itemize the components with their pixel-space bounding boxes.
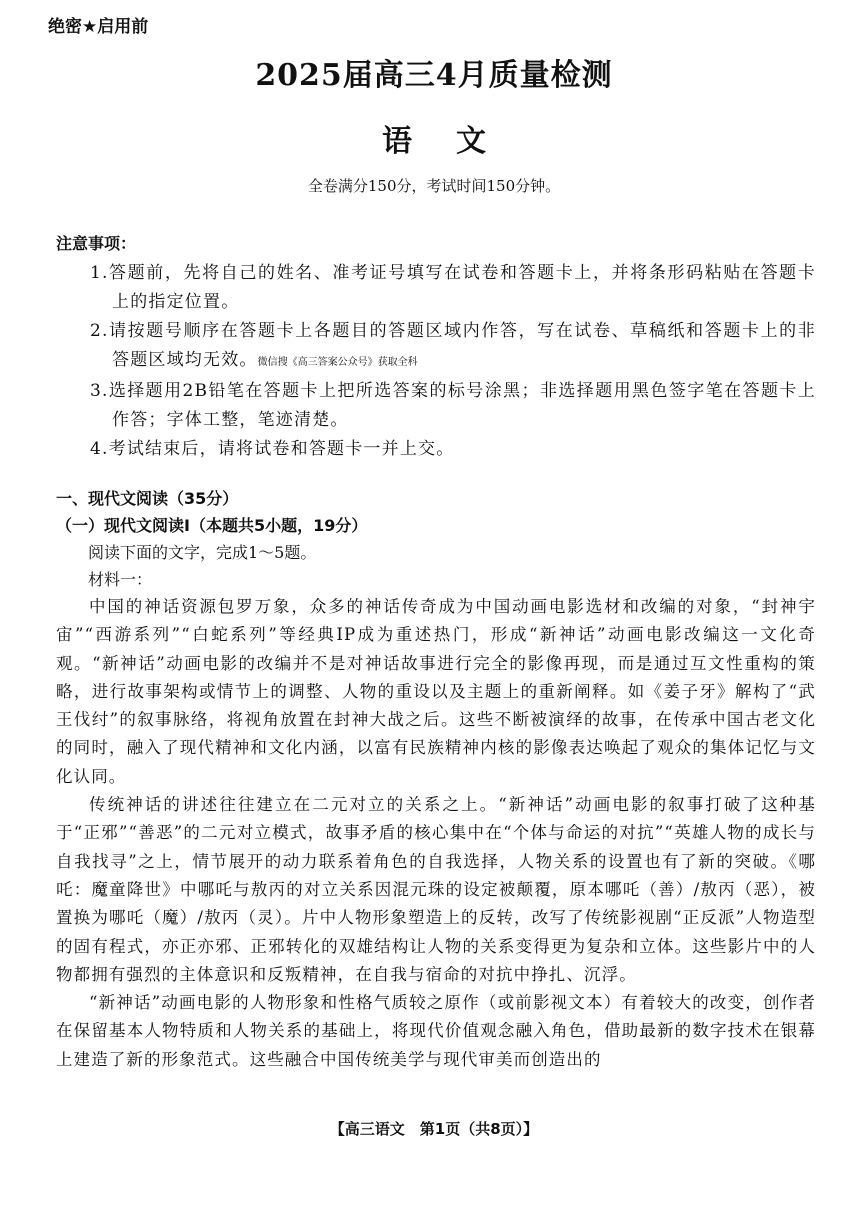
passage: [56, 593, 816, 1074]
watermark-note: 微信搜《高三答案公众号》获取全科: [257, 357, 418, 368]
page-footer: 【高三语文 第1页（共8页）】: [329, 1120, 539, 1138]
notice-title: 注意事项：: [56, 234, 137, 253]
notice-item: [56, 435, 816, 464]
notice-block: [56, 233, 816, 464]
notice-item-text: 2.请按题号顺序在答题卡上各题目的答题区域内作答，写在试卷、草稿纸和答题卡上的非答题区域均无效。: [90, 321, 816, 370]
notice-item-text: 3.选择题用2B铅笔在答题卡上把所选答案的标号涂黑；非选择题用黑色签字笔在答题卡上作答；字体工整，笔迹清楚。: [90, 381, 816, 430]
notice-item-text: 4.考试结束后，请将试卷和答题卡一并上交。: [90, 439, 455, 459]
notice-item-text: 1.答题前，先将自己的姓名、准考证号填写在试卷和答题卡上，并将条形码粘贴在答题卡上的指定位置。: [90, 263, 816, 312]
passage-paragraph: 中国的神话资源包罗万象，众多的神话传奇成为中国动画电影选材和改编的对象，“封神宇宙”“西游系列”“白蛇系列”等经典IP成为重述热门，形成“新神话”动画电影改编这一文化奇观。“新神话”动画电影的改编并不是对神话故事进行完全的影像再现，而是通过互文性重构的策略，进行故事架构或情节上的调整、人物的重设以及主题上的重新阐释。如《姜子牙》解构了“武王伐纣”的叙事脉络，将视角放置在封神大战之后。这些不断被演绎的故事，在传承中国古老文化的同时，融入了现代精神和文化内涵，以富有民族精神内核的影像表达唤起了观众的集体记忆与文化认同。: [56, 597, 816, 786]
exam-info: 全卷满分150分，考试时间150分钟。: [307, 177, 561, 195]
passage-paragraph: 传统神话的讲述往往建立在二元对立的关系之上。“新神话”动画电影的叙事打破了这种基于“正邪”“善恶”的二元对立模式，故事矛盾的核心集中在“个体与命运的对抗”“英雄人物的成长与自我找寻”之上，情节展开的动力联系着角色的自我选择，人物关系的设置也有了新的突破。《哪吒：魔童降世》中哪吒与敖丙的对立关系因混元珠的设定被颠覆，原本哪吒（善）/敖丙（恶），被置换为哪吒（魔）/敖丙（灵）。片中人物形象塑造上的反转，改写了传统影视剧“正反派”人物造型的固有程式，亦正亦邪、正邪转化的双雄结构让人物的关系变得更为复杂和立体。这些影片中的人物都拥有强烈的主体意识和反叛精神，在自我与宿命的对抗中挣扎、沉浮。: [56, 795, 816, 984]
subject-title: 语文: [382, 124, 530, 159]
secret-mark: 绝密★启用前: [48, 17, 149, 37]
notice-list: [56, 259, 816, 464]
reading-section: [56, 485, 816, 1074]
notice-item: [56, 377, 816, 435]
section-instruction: 阅读下面的文字，完成1～5题。: [88, 543, 317, 562]
material-label: 材料一：: [88, 570, 153, 589]
section-subtitle: （一）现代文阅读Ⅰ（本题共5小题，19分）: [56, 516, 368, 535]
section-title: 一、现代文阅读（35分）: [56, 489, 239, 508]
notice-item: [56, 259, 816, 317]
passage-paragraph: “新神话”动画电影的人物形象和性格气质较之原作（或前影视文本）有着较大的改变，创作者在保留基本人物特质和人物关系的基础上，将现代价值观念融入角色，借助最新的数字技术在银幕上建造了新的形象范式。这些融合中国传统美学与现代审美而创造出的: [56, 993, 816, 1069]
notice-item: [56, 317, 816, 377]
exam-title: 2025届高三4月质量检测: [255, 58, 613, 93]
